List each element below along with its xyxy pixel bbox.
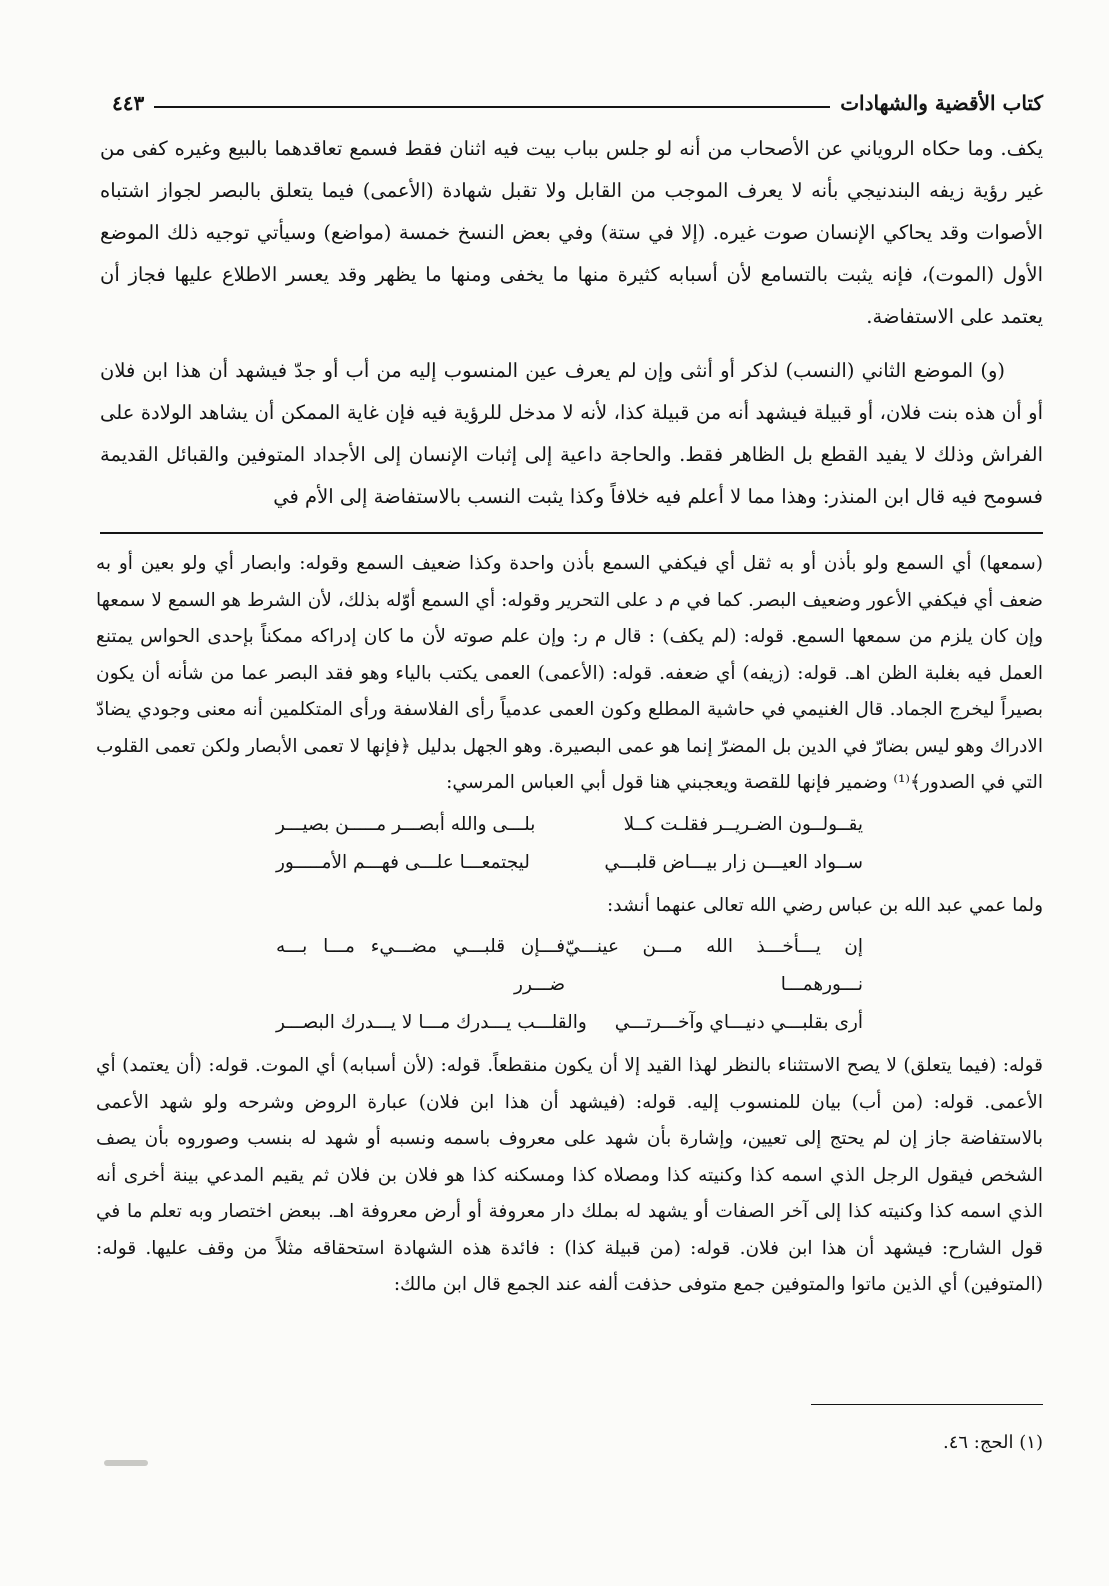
hemistich-right: أرى بقلبـــي دنيـــاي وآخـــرتـــي [614, 1012, 863, 1033]
hemistich-left: فـــإن قلبـــي مضـــيء مـــا بـــه ضـــرر [276, 936, 566, 995]
verse-line [96, 928, 1043, 1004]
hemistich-left: والقلـــب يـــدرك مـــا لا يـــدرك البصـــر [276, 1012, 587, 1033]
hemistich-left: ليجتمعـــا علـــى فهـــم الأمـــــور [276, 851, 530, 873]
page-number: ٤٤٣ [112, 91, 145, 115]
header-title: كتاب الأقضية والشهادات [840, 91, 1043, 115]
main-paragraph-1: يكف. وما حكاه الروياني عن الأصحاب من أنه لو جلس بباب بيت فيه اثنان فقط فسمع تعاقدهما بالبيع وغيره كفى من غير رؤية زيفه البندنيجي بأنه لا يعرف الموجب من القابل ولا تقبل شهادة (الأعمى) فيما يتعلق بالبصر لجواز اشتباه الأصوات وقد يحاكي الإنسان صوت غيره. (إلا في ستة) وفي بعض النسخ خمسة (مواضع) وسيأتي توجيه ذلك الموضع الأول (الموت)، فإنه يثبت بالتسامع لأن أسبابه كثيرة منها ما يخفى ومنها ما يظهر وقد يعسر الاطلاع عليها فجاز أن يعتمد على الاستفاضة. [100, 137, 1043, 328]
verse-intro: ولما عمي عبد الله بن عباس رضي الله تعالى عنهما أنشد: [607, 894, 1043, 916]
hemistich-right: ســواد العيـــن زار بيـــاض قلبـــي [604, 851, 863, 873]
header-rule [154, 106, 830, 108]
hemistich-left: بلـــى والله أبصـــر مـــــن بصيـــر [276, 813, 536, 835]
running-header [112, 86, 1043, 120]
verse-line [96, 806, 1043, 844]
hemistich-right: إن يـــأخـــذ الله مـــن عينـــيّ نـــورهمـــا [565, 936, 863, 995]
verse-block-2 [96, 928, 1043, 1042]
footnote: (١) الحج: ٤٦. [942, 1432, 1043, 1453]
main-text [100, 128, 1043, 518]
footnote-rule [811, 1404, 1043, 1405]
commentary-separator [100, 532, 1043, 534]
commentary-text [96, 546, 1043, 1304]
commentary-part-2: قوله: (فيما يتعلق) لا يصح الاستثناء بالنظر لهذا القيد إلا أن يكون منقطعاً. قوله: (لأن أسبابه) أي الموت. قوله: (أن يعتمد) أي الأعمى. قوله: (من أب) بيان للمنسوب إليه. قوله: (فيشهد أن هذا ابن فلان) عبارة الروض وشرحه ولو شهد الأعمى بالاستفاضة جاز إن لم يحتج إلى تعيين، وإشارة بأن شهد على معروف باسمه ونسبه أو شهد له بنسب وصوروه بأن يصف الشخص فيقول الرجل الذي اسمه كذا وكنيته كذا ومصلاه كذا ومسكنه كذا هو فلان بن فلان ثم يقيم المدعي بينة أخرى أنه الذي اسمه كذا وكنيته كذا إلى آخر الصفات أو يشهد له بملك دار معروفة أو أرض معروفة اهـ. ببعض اختصار وبه تعلم ما في قول الشارح: فيشهد أن هذا ابن فلان. قوله: (من قبيلة كذا) : فائدة هذه الشهادة استحقاقه مثلاً من وقف عليها. قوله: (المتوفين) أي الذين ماتوا والمتوفين جمع متوفى حذفت ألفه عند الجمع قال ابن مالك: [96, 1055, 1043, 1295]
verse-block-1 [96, 806, 1043, 882]
verse-line [96, 1004, 1043, 1042]
hemistich-right: يقــولــون الضـريــر فقلـت كــلا [623, 813, 863, 835]
commentary-part-1: (سمعها) أي السمع ولو بأذن أو به ثقل أي فيكفي السمع بأذن واحدة وكذا ضعيف السمع وقوله: وابصار أي ولو بعين أو به ضعف أي فيكفي الأعور وضعيف البصر. كما في م د على التحرير وقوله: أي السمع أوّله بذلك، لأن الشرط هو السمع لا سمعها وإن كان يلزم من سمعها السمع. قوله: (لم يكف) : قال م ر: وإن علم صوته لأن ما كان إدراكه ممكناً بإحدى الحواس يمتنع العمل فيه بغلبة الظن اهـ. قوله: (زيفه) أي ضعفه. قوله: (الأعمى) العمى يكتب بالياء وهو فقد البصر عما من شأنه أن يكون بصيراً ليخرج الجماد. قال الغنيمي في حاشية المطلع وكون العمى عدمياً رأى الفلاسفة ورأى المتكلمين أنه معنى وجودي يضادّ الادراك وهو ليس بضارّ في الدين بل المضرّ إنما هو عمى البصيرة. وهو الجهل بدليل ﴿فإنها لا تعمى الأبصار ولكن تعمى القلوب التي في الصدور﴾⁽¹⁾ وضمير فإنها للقصة ويعجبني هنا قول أبي العباس المرسي: [96, 553, 1043, 793]
main-paragraph-2: (و) الموضع الثاني (النسب) لذكر أو أنثى وإن لم يعرف عين المنسوب إليه من أب أو جدّ فيشهد أن هذا ابن فلان أو أن هذه بنت فلان، أو قبيلة فيشهد أنه من قبيلة كذا، لأنه لا مدخل للرؤية فيه فإن غاية الممكن أن يشاهد الولادة على الفراش وذلك لا يفيد القطع بل الظاهر فقط. والحاجة داعية إلى إثبات الإنسان إلى الأجداد المتوفين والقبائل القديمة فسومح فيه قال ابن المنذر: وهذا مما لا أعلم فيه خلافاً وكذا يثبت النسب بالاستفاضة إلى الأم في [100, 359, 1043, 508]
scan-mark [104, 1460, 148, 1466]
verse-line [96, 844, 1043, 882]
